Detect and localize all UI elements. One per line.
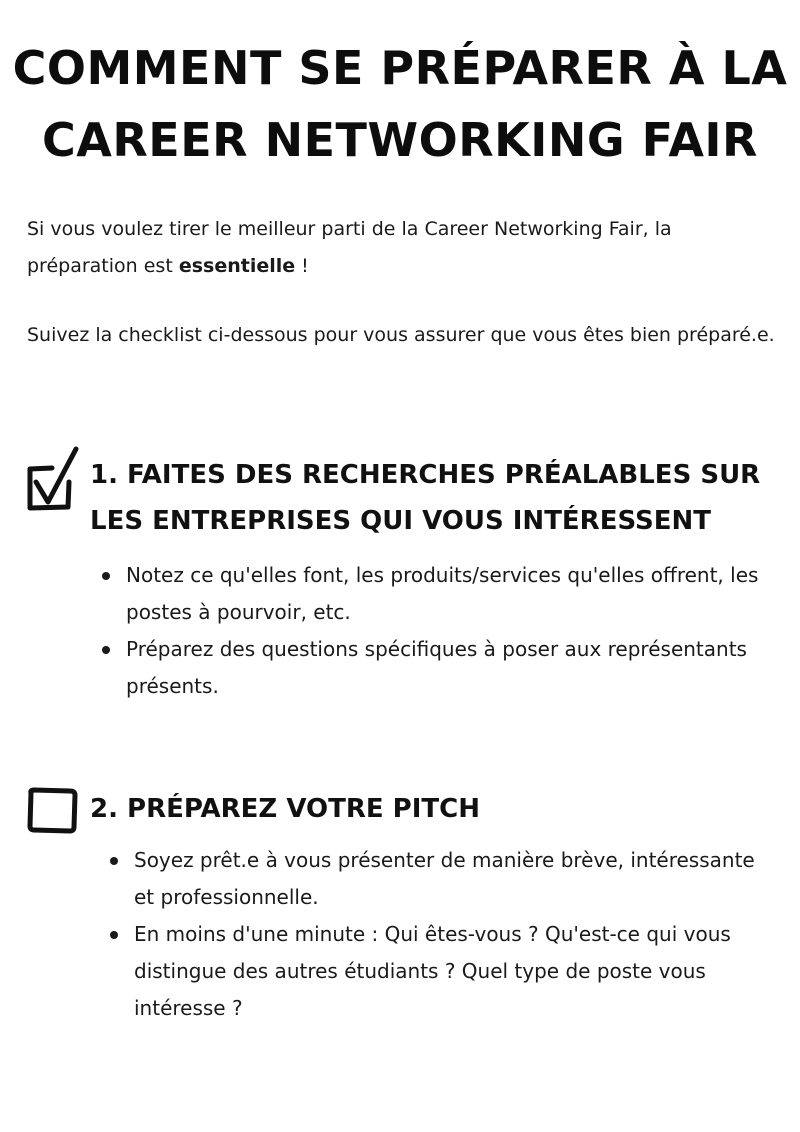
list-item [126, 557, 766, 631]
intro-emphasis: essentielle [178, 255, 296, 277]
bullet-icon [102, 646, 110, 654]
section-1-bullet-list [126, 557, 766, 705]
bullet-icon [110, 931, 118, 939]
intro-text: Si vous voulez tirer le meilleur parti de la Career Networking Fair, la préparation est [27, 218, 672, 277]
list-item-text: Soyez prêt.e à vous présenter de manière brève, intéressante et professionnelle. [134, 848, 755, 909]
section-2-bullet-list [134, 842, 774, 1027]
list-item [126, 631, 766, 705]
section-heading-research: 1. FAITES DES RECHERCHES PRÉALABLES SUR LES ENTREPRISES QUI VOUS INTÉRESSENT [90, 460, 761, 536]
list-item-text: En moins d'une minute : Qui êtes-vous ? Qu'est-ce qui vous distingue des autres étudiants ? Quel type de poste vous intéresse ? [134, 922, 731, 1020]
checked-checkbox-icon [22, 446, 82, 516]
bullet-icon [102, 572, 110, 580]
intro-paragraph-2: Suivez la checklist ci-dessous pour vous assurer que vous êtes bien préparé.e. [27, 324, 775, 346]
page-title [0, 32, 800, 176]
list-item-text: Notez ce qu'elles font, les produits/services qu'elles offrent, les postes à pourvoir, etc. [126, 563, 759, 624]
bullet-icon [110, 857, 118, 865]
intro-text-end: ! [295, 255, 309, 277]
intro-paragraph-1 [27, 211, 777, 285]
title-line-2: CAREER NETWORKING FAIR [42, 113, 758, 167]
title-line-1: COMMENT SE PRÉPARER À LA [12, 41, 788, 95]
list-item-text: Préparez des questions spécifiques à poser aux représentants présents. [126, 637, 747, 698]
list-item [134, 842, 774, 916]
list-item [134, 916, 774, 1027]
empty-checkbox-icon [22, 782, 82, 838]
section-heading-pitch: 2. PRÉPAREZ VOTRE PITCH [90, 794, 480, 824]
